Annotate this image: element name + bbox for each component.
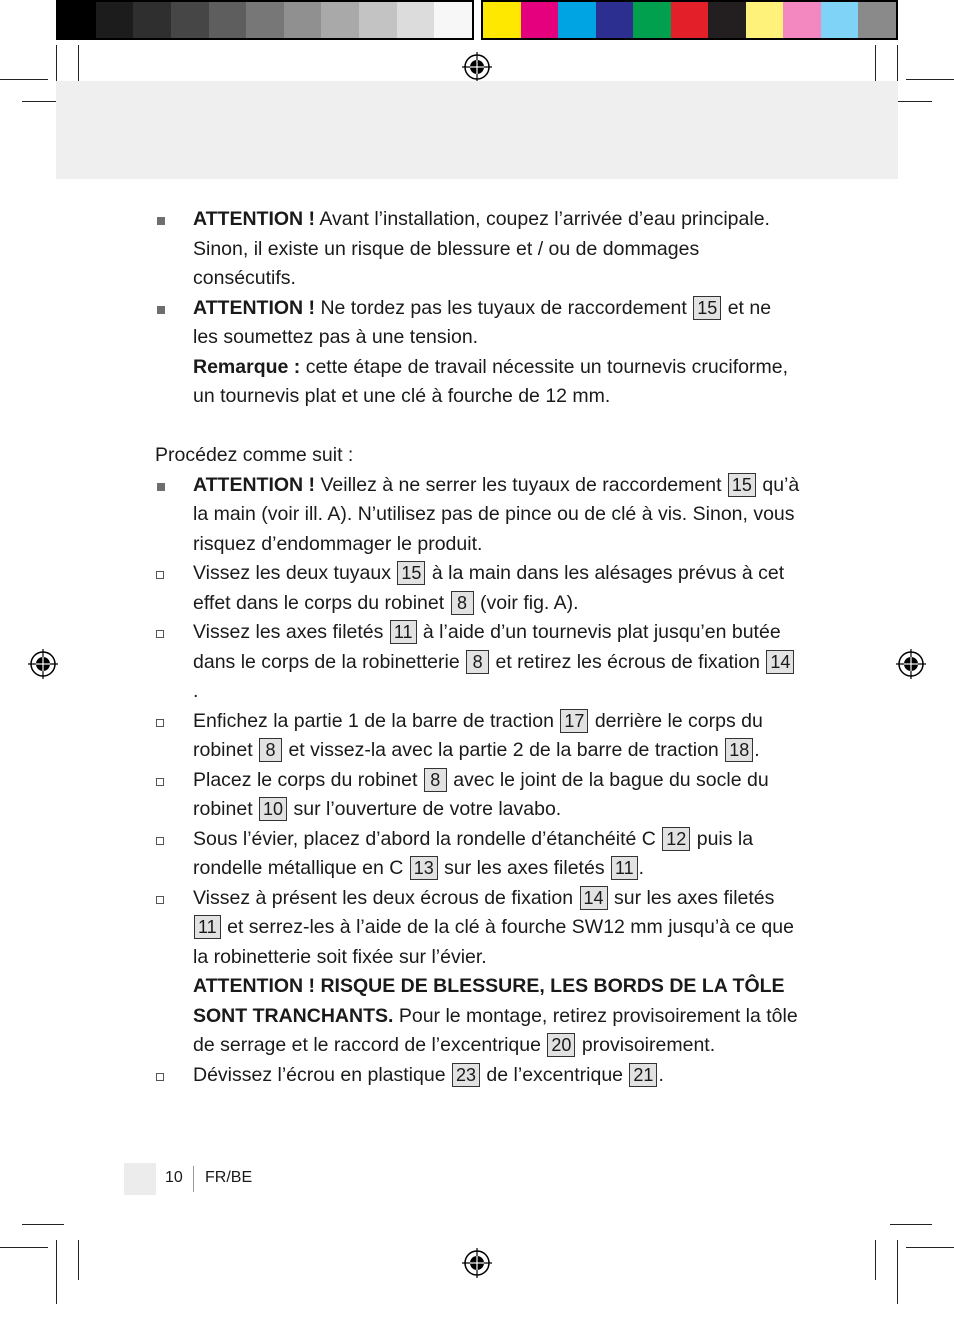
color-swatch xyxy=(171,2,209,38)
part-reference: 8 xyxy=(466,650,489,674)
part-reference: 10 xyxy=(259,797,287,821)
color-swatch xyxy=(558,2,596,38)
process-color-bar xyxy=(481,0,898,40)
part-reference: 11 xyxy=(390,620,417,644)
part-reference: 8 xyxy=(424,768,447,792)
square-bullet-icon xyxy=(157,306,165,314)
crop-mark xyxy=(56,1240,57,1304)
page-number: 10 xyxy=(165,1169,183,1186)
attention-label: ATTENTION ! xyxy=(193,296,316,319)
checkbox-bullet-icon xyxy=(156,896,164,904)
attention-label: ATTENTION ! xyxy=(193,208,316,230)
color-swatch xyxy=(596,2,634,38)
color-swatch xyxy=(783,2,821,38)
color-swatch xyxy=(671,2,709,38)
color-swatch xyxy=(58,2,96,38)
color-swatch xyxy=(359,2,397,38)
list-item: ATTENTION ! Avant l’installation, coupez l’arrivée d’eau principale. Sinon, il existe un risque de blessure et / ou de dommages consécutifs. xyxy=(155,205,800,294)
gray-color-bar xyxy=(56,0,474,40)
crop-mark xyxy=(78,45,79,85)
color-swatch xyxy=(284,2,322,38)
checkbox-bullet-icon xyxy=(156,837,164,845)
step-item: Vissez à présent les deux écrous de fixation 14 sur les axes filetés 11 et serrez-les à l’aide de la clé à fourche SW12 mm jusqu’à ce que la robinetterie soit fixée sur l’évier. xyxy=(155,884,800,973)
color-swatch xyxy=(246,2,284,38)
crop-mark xyxy=(890,1224,932,1225)
step-item: Vissez les axes filetés 11 à l’aide d’un tournevis plat jusqu’en butée dans le corps de la robinetterie 8 et retirez les écrous de fixation 14. xyxy=(155,618,800,707)
registration-mark-icon xyxy=(462,52,492,82)
part-reference: 23 xyxy=(452,1063,480,1087)
crop-mark xyxy=(0,1247,48,1248)
part-reference: 18 xyxy=(725,738,753,762)
color-swatch xyxy=(434,2,472,38)
language-code: FR/BE xyxy=(205,1169,253,1186)
registration-mark-icon xyxy=(896,649,926,679)
list-item: ATTENTION ! Veillez à ne serrer les tuyaux de raccordement 15 qu’à la main (voir ill. A). N’utilisez pas de pince ou de clé à vis. Sinon, vous risquez d’endommager le produit. xyxy=(155,471,800,560)
step-item: Enfichez la partie 1 de la barre de traction 17 derrière le corps du robinet 8 et vissez-la avec la partie 2 de la barre de traction 18 . xyxy=(155,707,800,766)
registration-mark-icon xyxy=(462,1248,492,1278)
part-reference: 15 xyxy=(728,473,756,497)
note-label: Remarque : xyxy=(193,355,301,378)
part-reference: 15 xyxy=(693,296,721,320)
checkbox-bullet-icon xyxy=(156,571,164,579)
warning-note: ATTENTION ! RISQUE DE BLESSURE, LES BORDS DE LA TÔLE SONT TRANCHANTS. Pour le montage, retirez provisoirement la tôle de serrage et le raccord de l’excentrique 20 provisoirement. xyxy=(193,975,798,1056)
crop-mark xyxy=(0,79,48,80)
step-item: Dévissez l’écrou en plastique 23 de l’excentrique 21 . xyxy=(155,1061,800,1091)
color-swatch xyxy=(397,2,435,38)
crop-mark xyxy=(906,79,954,80)
attention-label: ATTENTION ! xyxy=(193,473,316,496)
part-reference: 13 xyxy=(410,856,438,880)
part-reference: 12 xyxy=(662,827,690,851)
note: Remarque : cette étape de travail nécessite un tournevis cruciforme, un tournevis plat et une clé à fourche de 12 mm. xyxy=(193,355,789,407)
square-bullet-icon xyxy=(157,217,165,225)
registration-mark-icon xyxy=(28,649,58,679)
part-reference: 14 xyxy=(580,886,608,910)
part-reference: 15 xyxy=(397,561,425,585)
crop-mark xyxy=(56,45,57,85)
color-swatch xyxy=(708,2,746,38)
step-item: Vissez les deux tuyaux 15 à la main dans les alésages prévus à cet effet dans le corps du robinet 8 (voir fig. A). xyxy=(155,559,800,618)
color-swatch xyxy=(133,2,171,38)
color-swatch xyxy=(209,2,247,38)
color-swatch xyxy=(96,2,134,38)
part-reference: 11 xyxy=(194,915,221,939)
crop-mark xyxy=(875,1240,876,1280)
checkbox-bullet-icon xyxy=(156,778,164,786)
crop-mark xyxy=(897,45,898,85)
color-swatch xyxy=(858,2,896,38)
color-swatch xyxy=(521,2,559,38)
part-reference: 21 xyxy=(629,1063,657,1087)
color-swatch xyxy=(821,2,859,38)
part-reference: 14 xyxy=(766,650,794,674)
instructions-content xyxy=(155,205,800,1090)
footer-divider xyxy=(193,1166,194,1192)
part-reference: 17 xyxy=(560,709,588,733)
square-bullet-icon xyxy=(157,483,165,491)
header-band xyxy=(56,81,898,179)
crop-mark xyxy=(897,1240,898,1304)
color-swatch xyxy=(746,2,784,38)
list-item: ATTENTION ! Ne tordez pas les tuyaux de raccordement 15 et ne les soumettez pas à une tension. xyxy=(155,294,800,353)
intro-text: Procédez comme suit : xyxy=(155,444,354,466)
part-reference: 8 xyxy=(259,738,282,762)
crop-mark xyxy=(78,1240,79,1280)
step-item: Sous l’évier, placez d’abord la rondelle d’étanchéité C 12 puis la rondelle métallique en C 13 sur les axes filetés 11 . xyxy=(155,825,800,884)
color-swatch xyxy=(483,2,521,38)
checkbox-bullet-icon xyxy=(156,1073,164,1081)
warning-label: ATTENTION ! RISQUE DE BLESSURE, LES BORDS DE LA TÔLE SONT TRANCHANTS. xyxy=(193,975,785,1027)
checkbox-bullet-icon xyxy=(156,719,164,727)
crop-mark xyxy=(875,45,876,85)
checkbox-bullet-icon xyxy=(156,630,164,638)
page-tab xyxy=(124,1163,156,1195)
crop-mark xyxy=(906,1247,954,1248)
part-reference: 8 xyxy=(451,591,474,615)
color-swatch xyxy=(633,2,671,38)
part-reference: 11 xyxy=(611,856,638,880)
step-item: Placez le corps du robinet 8 avec le joint de la bague du socle du robinet 10 sur l’ouverture de votre lavabo. xyxy=(155,766,800,825)
part-reference: 20 xyxy=(547,1033,575,1057)
color-swatch xyxy=(321,2,359,38)
crop-mark xyxy=(22,1224,64,1225)
